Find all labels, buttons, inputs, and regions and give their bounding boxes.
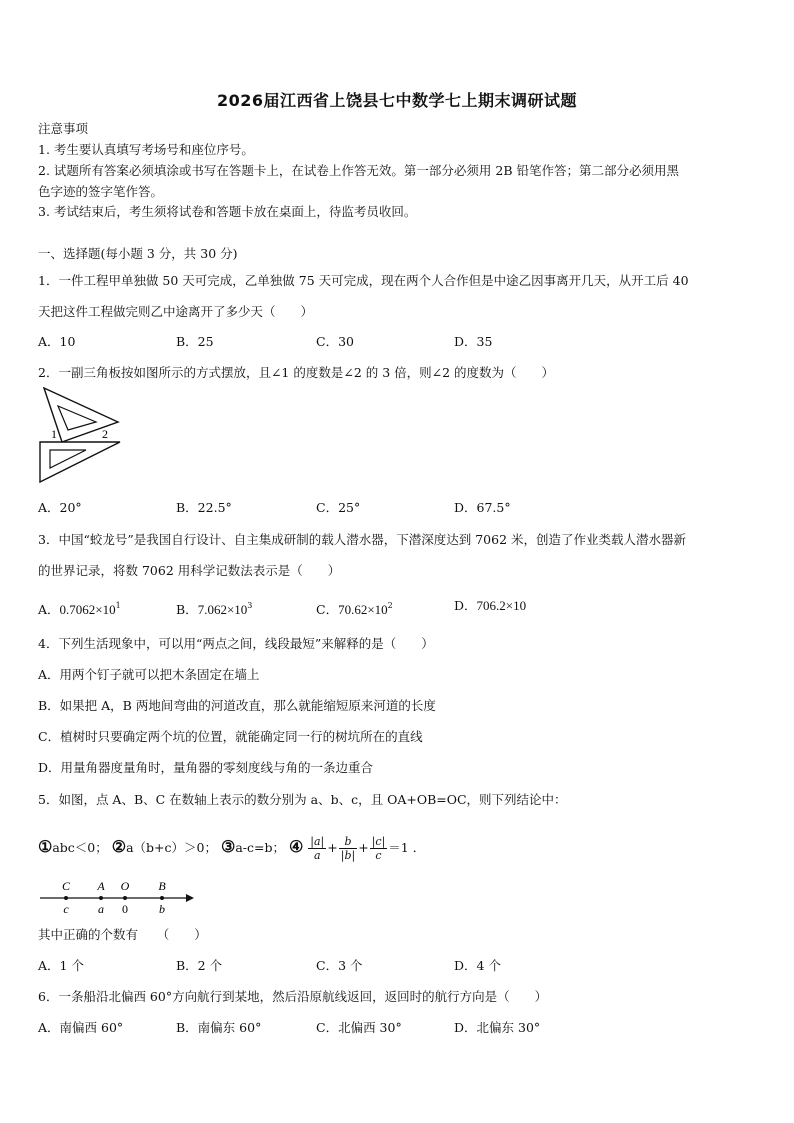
q5-stem: 5．如图，点 A、B、C 在数轴上表示的数分别为 a、b、c，且 OA+OB=OC，则下列结论中： [38,792,567,807]
q6-stem: 6．一条船沿北偏西 60°方向航行到某地，然后沿原航线返回，返回时的航行方向是（ ） [38,989,548,1004]
q5-option-a: A．1 个 [38,958,84,973]
q1-option-d: D．35 [454,334,493,349]
q5-fraction-c: $\frac{|c|}{c}$ [371,835,386,862]
label-c: C [61,879,71,893]
notice-item: 2. 试题所有答案必须填涂或书写在答题卡上，在试卷上作答无效。第一部分必须用 2B 铅笔作答；第二部分必须用黑 [38,163,679,178]
notice-heading: 注意事项 [38,121,89,136]
q4-option-b: B．如果把 A，B 两地间弯曲的河道改直，那么就能缩短原来河道的长度 [38,698,436,713]
q3-stem-line1: 3．中国“蛟龙号”是我国自行设计、自主集成研制的载人潜水器，下潜深度达到 7062 米，创造了作业类载人潜水器新 [38,532,686,547]
point-c [64,896,68,900]
q1-option-c: C．30 [316,334,354,349]
section-heading: 一、选择题(每小题 3 分，共 30 分) [38,246,238,261]
value-b: b [159,902,165,916]
q2-stem: 2．一副三角板按如图所示的方式摆放，且∠1 的度数是∠2 的 3 倍，则∠2 的度数为（ ） [38,365,555,380]
q5-option-d: D．4 个 [454,958,501,973]
q1-option-b: B．25 [176,334,214,349]
q1-stem-line2: 天把这件工程做完则乙中途离开了多少天（ ） [38,304,314,319]
q5-conclusions: ①abc＜0； ②a（b+c）＞0； ③a-c=b； ④ $\frac{|a|}{a}$ + $\frac{b}{|b|}$ + $\frac{|c|}{c}$ ＝1 ． [38,835,426,862]
value-c: c [63,902,69,916]
q5-option-b: B．2 个 [176,958,223,973]
q3-option-d: D．706.2×10 [454,598,527,613]
q2-angle-label-1: 1 [51,427,57,441]
q4-option-c: C．植树时只要确定两个坑的位置，就能确定同一行的树坑所在的直线 [38,729,423,744]
value-zero: 0 [122,902,128,916]
q5-option-c: C．3 个 [316,958,363,973]
point-b [160,896,164,900]
q5-circle-4: ④ [288,837,304,856]
q6-option-c: C．北偏西 30° [316,1020,402,1035]
value-a: a [98,902,104,916]
q6-option-b: B．南偏东 60° [176,1020,262,1035]
q5-question: 其中正确的个数有 （ ） [38,927,207,942]
q2-option-d: D．67.5° [454,500,511,515]
q5-number-line [36,876,196,918]
notice-item: 3. 考试结束后，考生须将试卷和答题卡放在桌面上，待监考员收回。 [38,204,417,219]
notice-item: 色字迹的签字笔作答。 [38,184,164,199]
q5-fraction-a: $\frac{|a|}{a}$ [310,835,325,862]
q5-circle-2: ② [111,837,127,856]
q4-option-d: D．用量角器度量角时，量角器的零刻度线与角的一条边重合 [38,760,374,775]
notice-item: 1. 考生要认真填写考场号和座位序号。 [38,142,254,157]
q4-option-a: A．用两个钉子就可以把木条固定在墙上 [38,667,260,682]
q4-stem: 4．下列生活现象中，可以用“两点之间，线段最短”来解释的是（ ） [38,636,434,651]
q1-stem-line1: 1．一件工程甲单独做 50 天可完成，乙单独做 75 天可完成，现在两个人合作但是中途乙因事离开几天，从开工后 40 [38,273,689,288]
label-o: O [120,879,130,893]
point-o [123,896,127,900]
q2-option-a: A．20° [38,500,82,515]
q2-triangle-figure [36,384,126,490]
q5-circle-3: ③ [220,837,236,856]
label-b: B [158,879,166,893]
label-a: A [97,879,105,893]
q3-stem-line2: 的世界记录，将数 7062 用科学记数法表示是（ ） [38,563,341,578]
q3-option-a: A．$0.7062\times 10^1$ [38,601,121,617]
q2-angle-label-2: 2 [102,427,108,441]
page-title: 2026届江西省上饶县七中数学七上期末调研试题 [216,91,578,110]
q3-option-c: C．$70.62\times 10^2$ [316,601,393,617]
q1-option-a: A．10 [38,334,76,349]
q5-circle-1: ① [38,837,53,856]
q6-option-a: A．南偏西 60° [38,1020,124,1035]
q5-fraction-b: $\frac{b}{|b|}$ [340,835,356,862]
point-a [99,896,103,900]
q3-option-b: B．$7.062\times 10^3$ [176,601,253,617]
q2-option-b: B．22.5° [176,500,232,515]
q6-option-d: D．北偏东 30° [454,1020,541,1035]
q2-option-c: C．25° [316,500,361,515]
